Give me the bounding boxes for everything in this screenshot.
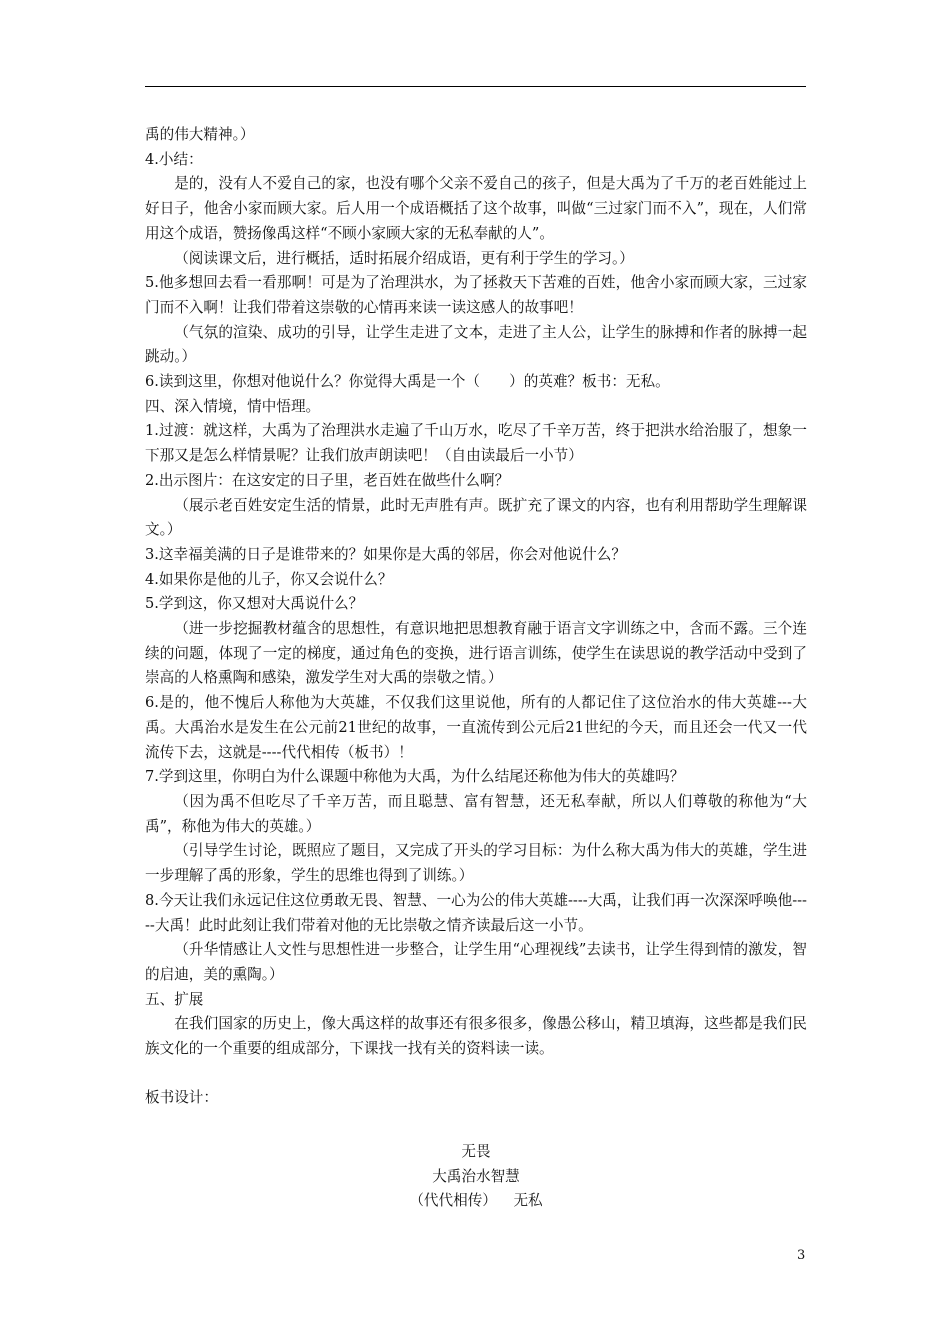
header-rule [145, 86, 806, 87]
paragraph: 禹的伟大精神。） [145, 126, 255, 143]
paragraph: （升华情感让人文性与思想性进一步整合，让学生用“心理视线”去读书，让学生得到情的激发，智的启迪，美的熏陶。） [145, 941, 807, 983]
paragraph: 3.这幸福美满的日子是谁带来的？如果你是大禹的邻居，你会对他说什么？ [145, 545, 626, 563]
paragraph: 五、扩展 [145, 990, 204, 1008]
paragraph: 4.小结： [145, 150, 203, 168]
paragraph: （因为禹不但吃尽了千辛万苦，而且聪慧、富有智慧，还无私奉献，所以人们尊敬的称他为“大禹”，称他为伟大的英雄。） [145, 792, 807, 835]
paragraph: （展示老百姓安定生活的情景，此时无声胜有声。既扩充了课文的内容，也有利用帮助学生理解课文。） [145, 496, 807, 539]
board-design-heading: 板书设计： [145, 1089, 218, 1107]
paragraph: 在我们国家的历史上，像大禹这样的故事还有很多很多，像愚公移山，精卫填海，这些都是我们民族文化的一个重要的组成部分，下课找一找有关的资料读一读。 [145, 1015, 807, 1058]
paragraph: （引导学生讨论，既照应了题目，又完成了开头的学习目标：为什么称大禹为伟大的英雄，学生进一步理解了禹的形象，学生的思维也得到了训练。） [145, 842, 807, 885]
paragraph: 1.过渡：就这样，大禹为了治理洪水走遍了千山万水，吃尽了千辛万苦，终于把洪水给治服了，想象一下那又是怎么样情景呢？让我们放声朗读吧！（自由读最后一小节） [145, 422, 807, 465]
paragraph: 4.如果你是他的儿子，你又会说什么？ [145, 570, 393, 588]
board-design [145, 1140, 807, 1214]
paragraph: 6.是的，他不愧后人称他为大英雄，不仅我们这里说他，所有的人都记住了这位治水的伟大英雄---大禹。大禹治水是发生在公元前21世纪的故事，一直流传到公元后21世纪的今天，而且还会一代又一代流传下去，这就是----代代相传（板书）！ [145, 694, 807, 761]
paragraph: （气氛的渲染、成功的引导，让学生走进了文本，走进了主人公，让学生的脉搏和作者的脉搏一起跳动。） [145, 323, 807, 366]
paragraph: 7.学到这里，你明白为什么课题中称他为大禹，为什么结尾还称他为伟大的英雄吗？ [145, 768, 685, 786]
paragraph: 2.出示图片：在这安定的日子里，老百姓在做些什么啊？ [145, 471, 510, 489]
spacer [145, 1111, 807, 1136]
paragraph: 5.他多想回去看一看那啊！可是为了治理洪水，为了拯救天下苦难的百姓，他舍小家而顾大家，三过家门而不入啊！让我们带着这崇敬的心情再来读一读这感人的故事吧！ [145, 274, 807, 316]
paragraph: 是的，没有人不爱自己的家，也没有哪个父亲不爱自己的孩子，但是大禹为了千万的老百姓能过上好日子，他舍小家而顾大家。后人用一个成语概括了这个故事，叫做“三过家门而不入”，现在，人们常用这个成语，赞扬像禹这样“不顾小家顾大家的无私奉献的人”。 [145, 175, 807, 242]
paragraph: （进一步挖掘教材蕴含的思想性，有意识地把思想教育融于语言文字训练之中，含而不露。三个连续的问题，体现了一定的梯度，通过角色的变换，进行语言训练，使学生在读思说的教学活动中受到了崇高的人格熏陶和感染，激发学生对大禹的崇敬之情。） [145, 620, 807, 687]
paragraph: 5.学到这，你又想对大禹说什么？ [145, 595, 364, 613]
document-body [145, 123, 807, 1214]
board-line-1: 无畏 [461, 1142, 491, 1160]
paragraph: 6.读到这里，你想对他说什么？你觉得大禹是一个（ ）的英难？板书：无私。 [145, 373, 670, 391]
paragraph: 四、深入情境，情中悟理。 [145, 397, 321, 415]
paragraph-list [145, 123, 807, 1062]
paragraph: （阅读课文后，进行概括，适时拓展介绍成语，更有利于学生的学习。） [174, 249, 634, 267]
paragraph: 8.今天让我们永远记住这位勇敢无畏、智慧、一心为公的伟大英雄----大禹，让我们再一次深深呼唤他-----大禹！此时此刻让我们带着对他的无比崇敬之情齐读最后这一小节。 [145, 891, 807, 934]
board-line-2: 大禹治水智慧 [432, 1167, 520, 1185]
page-number: 3 [797, 1248, 806, 1263]
board-line-3: （代代相传） 无私 [409, 1192, 543, 1210]
spacer [145, 1062, 807, 1087]
